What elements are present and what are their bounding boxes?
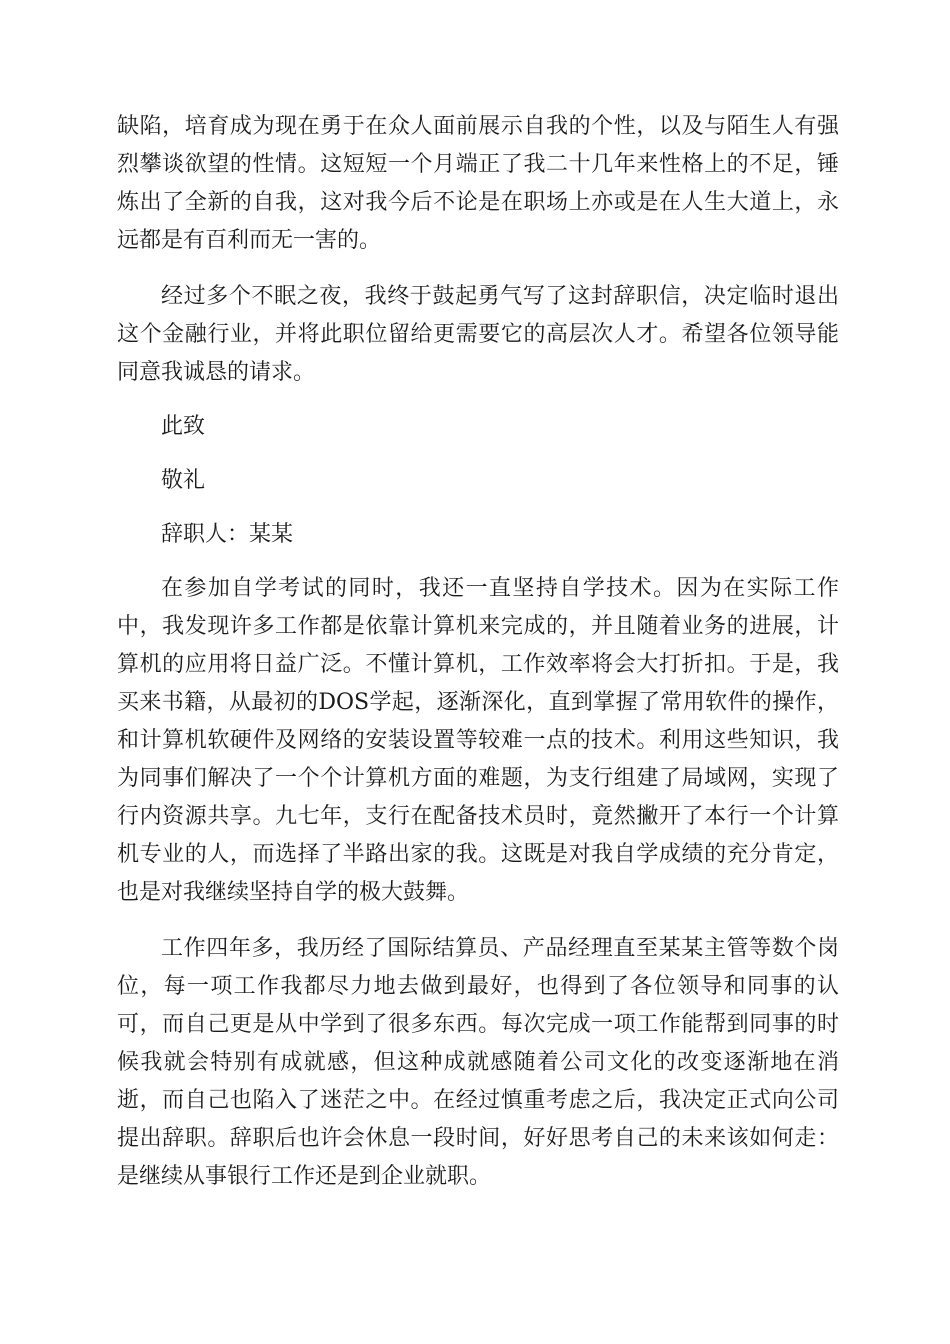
paragraph-self-study: 在参加自学考试的同时，我还一直坚持自学技术。因为在实际工作中，我发现许多工作都是依靠计算机来完成的，并且随着业务的进展，计算机的应用将日益广泛。不懂计算机，工作效率将会大打折扣。于是，我买来书籍，从最初的DOS学起，逐渐深化，直到掌握了常用软件的操作，和计算机软硬件及网络的安装设置等较难一点的技术。利用这些知识，我为同事们解决了一个个计算机方面的难题，为支行组建了局域网，实现了行内资源共享。九七年，支行在配备技术员时，竟然撇开了本行一个计算机专业的人，而选择了半路出家的我。这既是对我自学成绩的充分肯定，也是对我继续坚持自学的极大鼓舞。: [117, 576, 839, 905]
paragraph-continuation: 缺陷，培育成为现在勇于在众人面前展示自我的个性，以及与陌生人有强烈攀谈欲望的性情。这短短一个月端正了我二十几年来性格上的不足，锤炼出了全新的自我，这对我今后不论是在职场上亦或是在人生大道上，永远都是有百利而无一害的。: [117, 114, 839, 253]
paragraph-work-experience: 工作四年多，我历经了国际结算员、产品经理直至某某主管等数个岗位，每一项工作我都尽力地去做到最好，也得到了各位领导和同事的认可，而自己更是从中学到了很多东西。每次完成一项工作能帮到同事的时候我就会特别有成就感，但这种成就感随着公司文化的改变逐渐地在消逝，而自己也陷入了迷茫之中。在经过慎重考虑之后，我决定正式向公司提出辞职。辞职后也许会休息一段时间，好好思考自己的未来该如何走：是继续从事银行工作还是到企业就职。: [117, 936, 839, 1189]
paragraph-resignation-decision: 经过多个不眠之夜，我终于鼓起勇气写了这封辞职信，决定临时退出这个金融行业，并将此职位留给更需要它的高层次人才。希望各位领导能同意我诚恳的请求。: [117, 284, 839, 385]
closing-salutation: 此致: [161, 414, 206, 439]
signature-line: 辞职人：某某: [161, 522, 294, 547]
closing-regards: 敬礼: [161, 468, 206, 493]
document-body: [117, 108, 839, 1196]
